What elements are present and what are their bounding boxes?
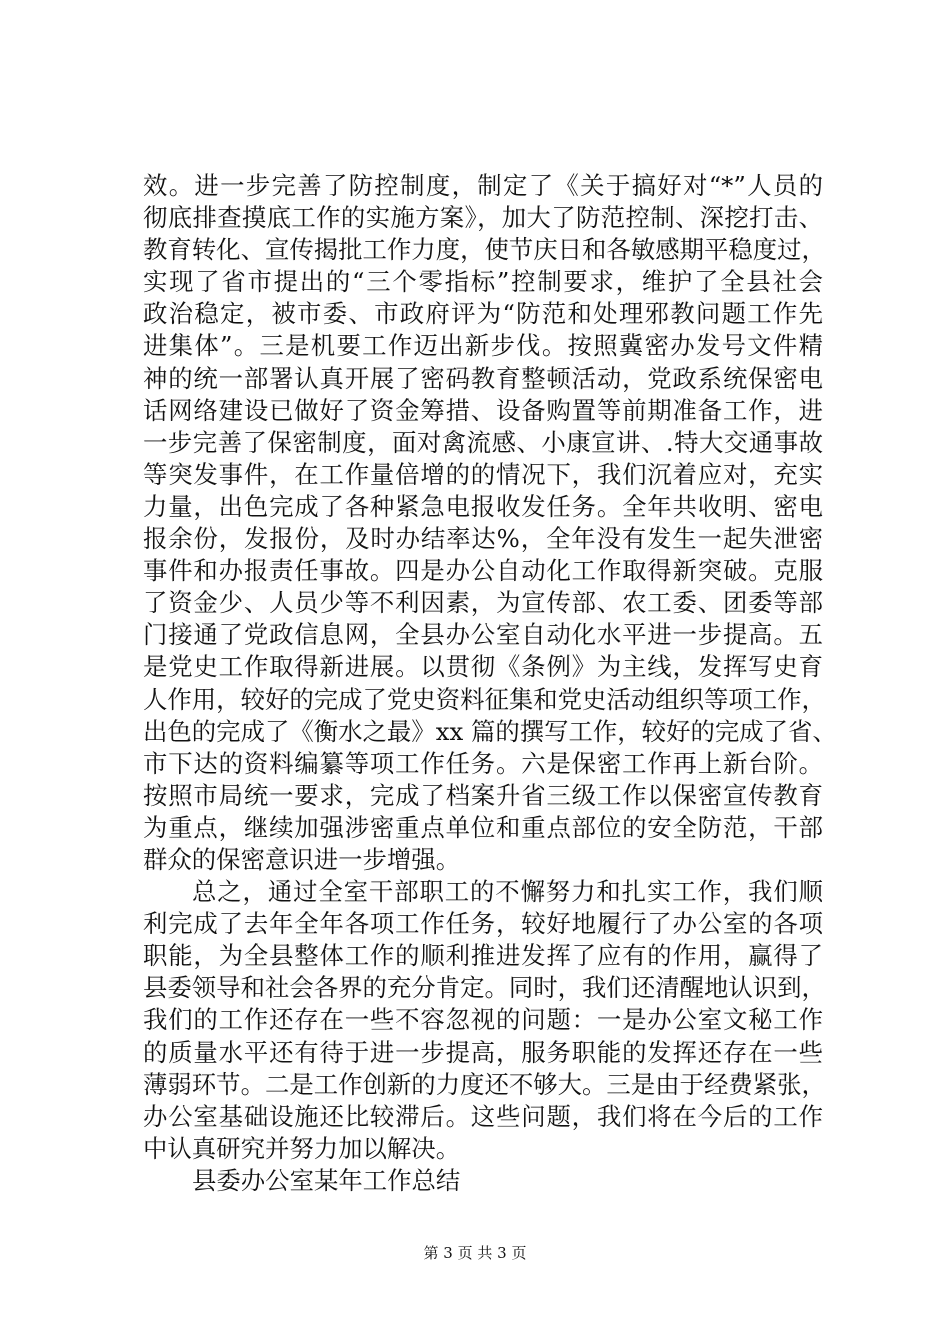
text-line: 薄弱环节。二是工作创新的力度还不够大。三是由于经费紧张， bbox=[143, 1069, 826, 1099]
text-line: 我们的工作还存在一些不容忽视的问题：一是办公室文秘工作 bbox=[143, 1005, 823, 1035]
document-title-line: 县委办公室某年工作总结 bbox=[192, 1165, 461, 1195]
text-line: 中认真研究并努力加以解决。 bbox=[143, 1133, 461, 1163]
text-line: 按照市局统一要求，完成了档案升省三级工作以保密宣传教育 bbox=[143, 780, 823, 810]
text-line: 人作用，较好的完成了党史资料征集和党史活动组织等项工作， bbox=[143, 684, 826, 714]
text-line: 等突发事件，在工作量倍增的的情况下，我们沉着应对，充实 bbox=[143, 459, 823, 489]
text-line: 了资金少、人员少等不利因素，为宣传部、农工委、团委等部 bbox=[143, 588, 823, 618]
text-line: 彻底排查摸底工作的实施方案》，加大了防范控制、深挖打击、 bbox=[143, 203, 823, 233]
text-line: 话网络建设已做好了资金筹措、设备购置等前期准备工作，进 bbox=[143, 395, 823, 425]
page-footer bbox=[0, 1243, 950, 1263]
document-body bbox=[143, 170, 837, 1197]
text-line: 利完成了去年全年各项工作任务，较好地履行了办公室的各项 bbox=[143, 909, 823, 939]
text-line: 市下达的资料编纂等项工作任务。六是保密工作再上新台阶。 bbox=[143, 748, 823, 778]
text-line: 总之，通过全室干部职工的不懈努力和扎实工作，我们顺 bbox=[192, 877, 823, 907]
text-line: 是党史工作取得新进展。以贯彻《条例》为主线，发挥写史育 bbox=[143, 652, 823, 682]
text-line: 办公室基础设施还比较滞后。这些问题，我们将在今后的工作 bbox=[143, 1101, 823, 1131]
page-number-label: 第 3 页 共 3 页 bbox=[423, 1244, 527, 1262]
text-line: 县委领导和社会各界的充分肯定。同时，我们还清醒地认识到， bbox=[143, 973, 826, 1003]
text-line: 力量，出色完成了各种紧急电报收发任务。全年共收明、密电 bbox=[143, 491, 823, 521]
text-line: 一步完善了保密制度，面对禽流感、小康宣讲、.特大交通事故 bbox=[143, 427, 823, 457]
text-line: 群众的保密意识进一步增强。 bbox=[143, 844, 461, 874]
text-line: 进集体”。三是机要工作迈出新步伐。按照冀密办发号文件精 bbox=[143, 331, 823, 361]
text-line: 神的统一部署认真开展了密码教育整顿活动，党政系统保密电 bbox=[143, 363, 823, 393]
text-line: 的质量水平还有待于进一步提高，服务职能的发挥还存在一些 bbox=[143, 1037, 823, 1067]
text-line: 政治稳定，被市委、市政府评为“防范和处理邪教问题工作先 bbox=[143, 299, 823, 329]
text-line: 效。进一步完善了防控制度，制定了《关于搞好对“*”人员的 bbox=[143, 171, 823, 200]
text-line: 事件和办报责任事故。四是办公自动化工作取得新突破。克服 bbox=[143, 556, 823, 586]
text-line: 出色的完成了《衡水之最》xx 篇的撰写工作，较好的完成了省、 bbox=[143, 716, 837, 746]
text-line: 为重点，继续加强涉密重点单位和重点部位的安全防范，干部 bbox=[143, 812, 823, 842]
text-line: 实现了省市提出的“三个零指标”控制要求，维护了全县社会 bbox=[143, 267, 823, 297]
text-line: 教育转化、宣传揭批工作力度，使节庆日和各敏感期平稳度过， bbox=[143, 235, 826, 265]
text-line: 门接通了党政信息网，全县办公室自动化水平进一步提高。五 bbox=[143, 620, 823, 650]
text-line: 职能，为全县整体工作的顺利推进发挥了应有的作用，赢得了 bbox=[143, 941, 823, 971]
text-line: 报余份，发报份，及时办结率达%，全年没有发生一起失泄密 bbox=[143, 524, 823, 554]
